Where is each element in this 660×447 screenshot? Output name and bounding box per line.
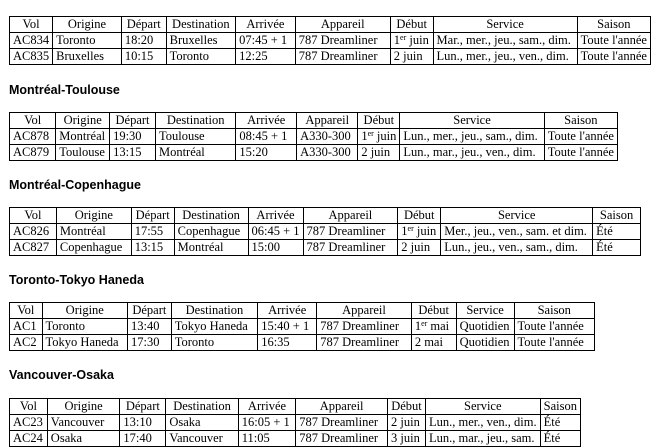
col-header-service: Service [441, 208, 593, 224]
cell-origine: Toulouse [56, 145, 110, 161]
col-header-debut: Début [411, 303, 456, 319]
col-header-vol: Vol [10, 303, 43, 319]
cell-saison: Été [593, 224, 641, 240]
cell-destination: Montréal [174, 240, 248, 256]
table-header-row [10, 303, 595, 319]
col-header-vol: Vol [10, 113, 56, 129]
debut-num: 2 juin [391, 415, 420, 429]
cell-appareil: 787 Dreamliner [303, 240, 398, 256]
cell-depart: 13:15 [131, 240, 174, 256]
debut-num: 3 juin [391, 431, 420, 445]
table-row [10, 335, 595, 351]
col-header-depart: Départ [131, 208, 174, 224]
col-header-origine: Origine [42, 303, 127, 319]
table-header-row [10, 208, 641, 224]
col-header-debut: Début [398, 208, 441, 224]
cell-appareil: A330-300 [297, 145, 358, 161]
cell-origine: Vancouver [47, 415, 120, 431]
cell-saison: Toute l'année [577, 33, 650, 49]
cell-debut [390, 49, 433, 65]
cell-destination: Copenhague [174, 224, 248, 240]
col-header-appareil: Appareil [295, 17, 390, 33]
section-title-toronto-tokyo: Toronto-Tokyo Haneda [9, 273, 144, 287]
table-row [10, 129, 618, 145]
cell-destination: Toronto [166, 49, 235, 65]
col-header-destination: Destination [174, 208, 248, 224]
col-header-origine: Origine [56, 208, 131, 224]
cell-arrivee: 12:25 [236, 49, 296, 65]
cell-origine: Montréal [56, 224, 131, 240]
schedule-table-toronto-bruxelles [9, 16, 651, 65]
col-header-depart: Départ [120, 399, 166, 415]
cell-depart: 13:15 [110, 145, 156, 161]
cell-service: Mar., mer., jeu., sam., dim. [433, 33, 577, 49]
table-row [10, 431, 581, 447]
section-title-montreal-copenhague: Montréal-Copenhague [9, 178, 141, 192]
col-header-depart: Départ [128, 303, 172, 319]
cell-service: Lun., jeu., ven., sam., dim. [441, 240, 593, 256]
cell-service: Lun., mar., jeu., sam. [425, 431, 540, 447]
table-row [10, 415, 581, 431]
cell-saison: Toute l'année [544, 145, 617, 161]
cell-vol: AC23 [10, 415, 48, 431]
cell-destination: Osaka [166, 415, 238, 431]
col-header-service: Service [456, 303, 514, 319]
cell-service: Quotidien [456, 319, 514, 335]
cell-depart: 17:40 [120, 431, 166, 447]
debut-num: 2 juin [393, 49, 423, 63]
col-header-arrivee: Arrivée [236, 113, 297, 129]
schedule-table-montreal-copenhague [9, 207, 641, 256]
cell-appareil: A330-300 [297, 129, 358, 145]
cell-saison: Toute l'année [514, 335, 594, 351]
col-header-appareil: Appareil [296, 399, 388, 415]
cell-service: Lun., mar., jeu., ven., dim. [400, 145, 544, 161]
col-header-vol: Vol [10, 208, 57, 224]
cell-arrivee: 15:40 + 1 [258, 319, 317, 335]
cell-service: Lun., mer., jeu., ven., dim. [433, 49, 577, 65]
cell-vol: AC2 [10, 335, 43, 351]
col-header-saison: Saison [577, 17, 650, 33]
table-row [10, 319, 595, 335]
cell-saison: Toute l'année [514, 319, 594, 335]
cell-debut [388, 415, 426, 431]
cell-arrivee: 11:05 [238, 431, 296, 447]
cell-vol: AC826 [10, 224, 57, 240]
col-header-origine: Origine [56, 113, 110, 129]
col-header-debut: Début [358, 113, 400, 129]
cell-origine: Toronto [53, 33, 122, 49]
cell-arrivee: 16:35 [258, 335, 317, 351]
col-header-arrivee: Arrivée [258, 303, 317, 319]
col-header-arrivee: Arrivée [248, 208, 303, 224]
col-header-saison: Saison [593, 208, 641, 224]
cell-vol: AC879 [10, 145, 56, 161]
cell-debut [398, 240, 441, 256]
col-header-service: Service [433, 17, 577, 33]
cell-service: Quotidien [456, 335, 514, 351]
table-row [10, 49, 651, 65]
cell-vol: AC835 [10, 49, 53, 65]
cell-saison: Été [540, 415, 580, 431]
debut-num: 2 mai [414, 335, 443, 349]
col-header-destination: Destination [155, 113, 235, 129]
cell-appareil: 787 Dreamliner [296, 431, 388, 447]
cell-debut [390, 33, 433, 49]
col-header-vol: Vol [10, 17, 53, 33]
cell-service: Lun., mer., jeu., sam., dim. [400, 129, 544, 145]
cell-appareil: 787 Dreamliner [295, 49, 390, 65]
debut-num: 1 [361, 129, 368, 143]
cell-vol: AC827 [10, 240, 57, 256]
schedule-table-montreal-toulouse [9, 112, 618, 161]
cell-destination: Tokyo Haneda [171, 319, 257, 335]
cell-debut [358, 129, 400, 145]
cell-appareil: 787 Dreamliner [296, 415, 388, 431]
cell-destination: Montréal [155, 145, 235, 161]
col-header-destination: Destination [166, 17, 235, 33]
section-title-vancouver-osaka: Vancouver-Osaka [9, 368, 114, 382]
debut-num: 1 [401, 224, 408, 238]
cell-depart: 18:20 [121, 33, 166, 49]
table-header-row [10, 113, 618, 129]
debut-rest: juin [413, 224, 437, 238]
col-header-saison: Saison [544, 113, 617, 129]
cell-saison: Été [593, 240, 641, 256]
debut-sup: er [367, 129, 374, 138]
cell-depart: 13:10 [120, 415, 166, 431]
section-title-montreal-toulouse: Montréal-Toulouse [9, 83, 120, 97]
col-header-appareil: Appareil [317, 303, 412, 319]
cell-vol: AC1 [10, 319, 43, 335]
schedule-table-vancouver-osaka [9, 398, 581, 447]
cell-destination: Toulouse [155, 129, 235, 145]
cell-origine: Tokyo Haneda [42, 335, 127, 351]
debut-rest: juin [406, 33, 429, 47]
table-header-row [10, 399, 581, 415]
cell-service: Mer., jeu., ven., sam. et dim. [441, 224, 593, 240]
cell-debut [388, 431, 426, 447]
col-header-destination: Destination [166, 399, 238, 415]
col-header-origine: Origine [47, 399, 120, 415]
cell-depart: 19:30 [110, 129, 156, 145]
cell-arrivee: 08:45 + 1 [236, 129, 297, 145]
cell-destination: Vancouver [166, 431, 238, 447]
col-header-service: Service [425, 399, 540, 415]
debut-rest: juin [373, 129, 397, 143]
cell-appareil: 787 Dreamliner [317, 319, 412, 335]
table-header-row [10, 17, 651, 33]
cell-origine: Bruxelles [53, 49, 122, 65]
col-header-debut: Début [388, 399, 426, 415]
cell-vol: AC834 [10, 33, 53, 49]
debut-num: 2 juin [361, 145, 391, 159]
cell-debut [398, 224, 441, 240]
col-header-appareil: Appareil [303, 208, 398, 224]
debut-rest: mai [427, 319, 450, 333]
schedule-table-toronto-tokyo [9, 302, 595, 351]
cell-appareil: 787 Dreamliner [317, 335, 412, 351]
cell-arrivee: 15:00 [248, 240, 303, 256]
cell-origine: Osaka [47, 431, 120, 447]
col-header-service: Service [400, 113, 544, 129]
cell-appareil: 787 Dreamliner [295, 33, 390, 49]
cell-debut [411, 319, 456, 335]
debut-sup: er [400, 33, 407, 42]
table-row [10, 224, 641, 240]
debut-sup: er [421, 319, 428, 328]
debut-num: 1 [393, 33, 401, 47]
col-header-debut: Début [390, 17, 433, 33]
cell-arrivee: 07:45 + 1 [236, 33, 296, 49]
cell-depart: 17:55 [131, 224, 174, 240]
col-header-saison: Saison [540, 399, 580, 415]
col-header-arrivee: Arrivée [236, 17, 296, 33]
col-header-saison: Saison [514, 303, 594, 319]
cell-debut [411, 335, 456, 351]
cell-depart: 10:15 [121, 49, 166, 65]
cell-arrivee: 16:05 + 1 [238, 415, 296, 431]
cell-destination: Toronto [171, 335, 257, 351]
cell-saison: Toute l'année [577, 49, 650, 65]
cell-arrivee: 06:45 + 1 [248, 224, 303, 240]
debut-num: 2 juin [401, 240, 431, 254]
cell-depart: 17:30 [128, 335, 172, 351]
table-row [10, 240, 641, 256]
col-header-arrivee: Arrivée [238, 399, 296, 415]
cell-depart: 13:40 [128, 319, 172, 335]
debut-sup: er [407, 224, 414, 233]
cell-origine: Montréal [56, 129, 110, 145]
table-row [10, 33, 651, 49]
cell-origine: Copenhague [56, 240, 131, 256]
cell-arrivee: 15:20 [236, 145, 297, 161]
cell-service: Lun., mer., ven., dim. [425, 415, 540, 431]
cell-destination: Bruxelles [166, 33, 235, 49]
cell-appareil: 787 Dreamliner [303, 224, 398, 240]
debut-num: 1 [414, 319, 422, 333]
cell-origine: Toronto [42, 319, 127, 335]
table-row [10, 145, 618, 161]
cell-debut [358, 145, 400, 161]
col-header-vol: Vol [10, 399, 48, 415]
cell-vol: AC24 [10, 431, 48, 447]
cell-saison: Toute l'année [544, 129, 617, 145]
col-header-destination: Destination [171, 303, 257, 319]
cell-vol: AC878 [10, 129, 56, 145]
cell-saison: Été [540, 431, 580, 447]
col-header-appareil: Appareil [297, 113, 358, 129]
col-header-depart: Départ [110, 113, 156, 129]
col-header-depart: Départ [121, 17, 166, 33]
col-header-origine: Origine [53, 17, 122, 33]
